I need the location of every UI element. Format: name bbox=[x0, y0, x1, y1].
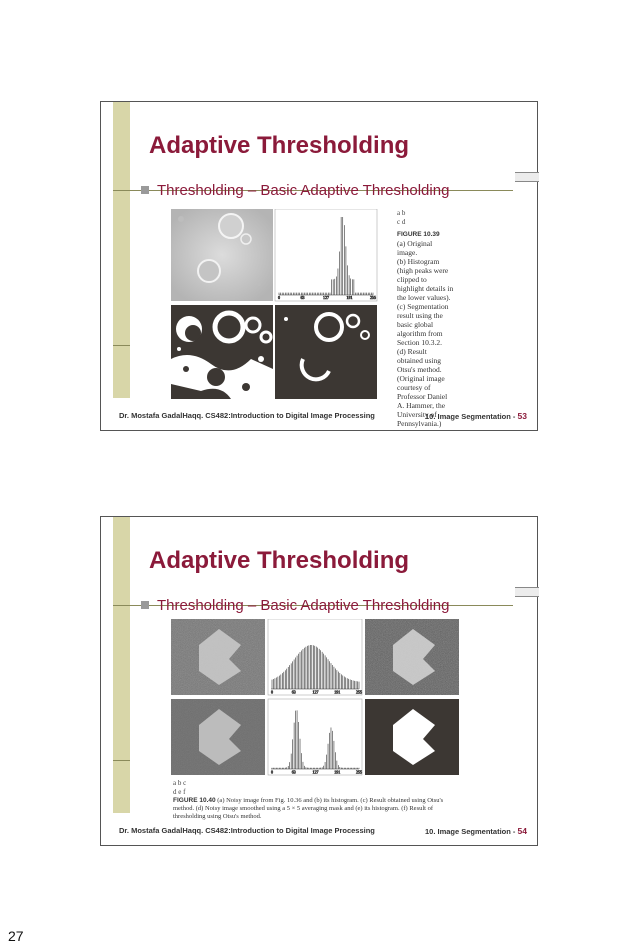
slide-number: 53 bbox=[517, 411, 527, 421]
panel-a-noisy-image bbox=[171, 619, 265, 695]
bullet-square-icon bbox=[141, 186, 149, 194]
caption-line: Pennsylvania.) bbox=[397, 419, 442, 428]
slide-53 bbox=[100, 101, 538, 431]
figure-10-40 bbox=[171, 619, 461, 777]
caption-title: FIGURE 10.39 bbox=[397, 231, 440, 238]
bullet-item bbox=[141, 597, 449, 614]
panel-b-histogram bbox=[268, 619, 362, 695]
caption-line: (d) Result bbox=[397, 347, 427, 356]
histogram-tick-label: 127 bbox=[312, 769, 319, 775]
histogram-tick-label: 255 bbox=[370, 295, 376, 300]
histogram-tick-label: 63 bbox=[291, 769, 296, 775]
figure-10-40-panels bbox=[171, 619, 461, 777]
caption-line: University of bbox=[397, 410, 437, 419]
footer-author: Dr. Mostafa GadalHaqq. CS482:Introduction to Digital Image Processing bbox=[119, 411, 375, 420]
histogram-tick-label: 255 bbox=[356, 689, 362, 695]
slide-title: Adaptive Thresholding bbox=[149, 132, 410, 159]
histogram-tick-label: 191 bbox=[346, 295, 353, 300]
slide-54 bbox=[100, 516, 538, 846]
figure-caption bbox=[397, 209, 457, 428]
panel-e-histogram bbox=[268, 699, 362, 775]
corner-tab bbox=[515, 587, 539, 597]
footer-section-label: 10. Image Segmentation - bbox=[424, 827, 516, 836]
caption-line: (b) Histogram bbox=[397, 257, 440, 266]
corner-tab bbox=[515, 172, 539, 182]
histogram-tick-label: 191 bbox=[334, 769, 341, 775]
slide-sidebar bbox=[113, 517, 130, 813]
caption-body bbox=[397, 239, 457, 428]
slide-number: 54 bbox=[517, 826, 527, 836]
caption-line: result using the bbox=[397, 311, 443, 320]
bullet-item bbox=[141, 182, 449, 199]
footer-section bbox=[425, 826, 527, 836]
figure-caption bbox=[173, 779, 463, 821]
bullet-text: Thresholding – Basic Adaptive Thresholding bbox=[157, 182, 450, 199]
panel-d-otsu-result bbox=[275, 305, 377, 399]
panel-label-row-2: c d bbox=[397, 218, 406, 226]
caption-body: (a) Noisy image from Fig. 10.36 and (b) its histogram. (c) Result obtained using Otsu's method. (d) Noisy image smoothed using a 5 × 5 averaging mask and (e) its histogram. (f) Result of thresholding using Otsu's method. bbox=[173, 797, 444, 820]
lower-rule bbox=[113, 760, 130, 761]
histogram-tick-label: 255 bbox=[356, 769, 362, 775]
panel-b-histogram bbox=[275, 209, 377, 301]
caption-line: Section 10.3.2. bbox=[397, 338, 442, 347]
caption-title: FIGURE 10.40 bbox=[173, 797, 216, 804]
bullet-square-icon bbox=[141, 601, 149, 609]
panel-a-original-image bbox=[171, 209, 273, 301]
lower-rule bbox=[113, 345, 130, 346]
histogram-tick-label: 127 bbox=[323, 295, 329, 300]
panel-c-global-segmentation bbox=[171, 305, 273, 399]
caption-text bbox=[173, 797, 463, 821]
panel-label-row-1: a b c bbox=[173, 779, 187, 787]
slide-title: Adaptive Thresholding bbox=[149, 547, 410, 574]
histogram-tick-label: 191 bbox=[334, 689, 341, 695]
bullet-text: Thresholding – Basic Adaptive Thresholding bbox=[157, 597, 450, 614]
panel-label-row-2: d e f bbox=[173, 788, 186, 796]
panel-f-otsu-result bbox=[365, 699, 459, 775]
panel-c-otsu-result bbox=[365, 619, 459, 695]
caption-line: A. Hammer, the bbox=[397, 401, 446, 410]
histogram-tick-label: 63 bbox=[300, 295, 305, 300]
panel-label-row-1: a b bbox=[397, 209, 406, 217]
page-number: 27 bbox=[8, 928, 24, 944]
footer-author: Dr. Mostafa GadalHaqq. CS482:Introduction to Digital Image Processing bbox=[119, 826, 375, 835]
histogram-tick-label: 0 bbox=[271, 689, 273, 695]
histogram-tick-label: 63 bbox=[291, 689, 296, 695]
caption-line: clipped to bbox=[397, 275, 427, 284]
histogram-tick-label: 127 bbox=[312, 689, 319, 695]
caption-line: (Original image bbox=[397, 374, 445, 383]
footer-section-label: 10. Image Segmentation - bbox=[424, 412, 516, 421]
caption-line: (a) Original bbox=[397, 239, 433, 248]
slide-sidebar bbox=[113, 102, 130, 398]
footer-section bbox=[425, 411, 527, 421]
caption-line: (c) Segmentation bbox=[397, 302, 449, 311]
caption-line: image. bbox=[397, 248, 418, 257]
caption-line: algorithm from bbox=[397, 329, 443, 338]
histogram-tick-label: 0 bbox=[278, 295, 280, 300]
histogram-tick-label: 0 bbox=[271, 769, 273, 775]
caption-line: Otsu's method. bbox=[397, 365, 442, 374]
caption-line: Professor Daniel bbox=[397, 392, 448, 401]
caption-line: (high peaks were bbox=[397, 266, 449, 275]
caption-line: obtained using bbox=[397, 356, 441, 365]
caption-line: courtesy of bbox=[397, 383, 431, 392]
caption-line: the lower values). bbox=[397, 293, 451, 302]
panel-d-smoothed-image bbox=[171, 699, 265, 775]
caption-line: basic global bbox=[397, 320, 434, 329]
caption-line: highlight details in bbox=[397, 284, 454, 293]
